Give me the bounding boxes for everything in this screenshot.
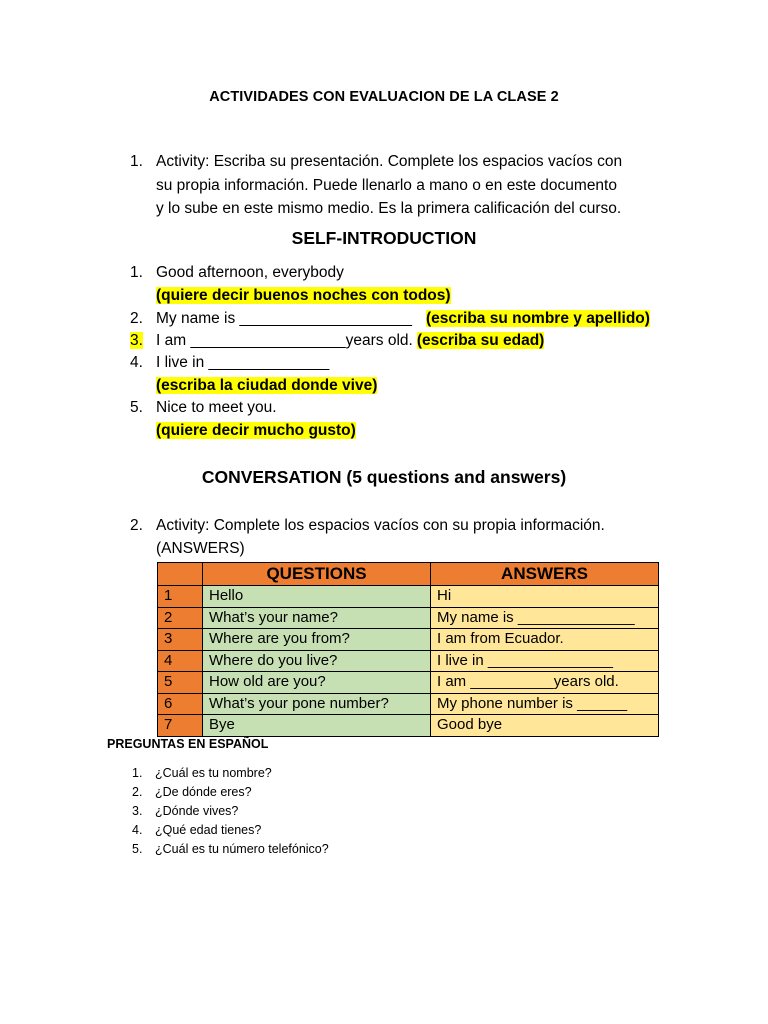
activity-1-line: su propia información. Puede llenarlo a mano o en este documento (156, 176, 617, 194)
table-row (158, 650, 659, 672)
conversation-heading: CONVERSATION (5 questions and answers) (201, 467, 567, 487)
activity-1-text (156, 150, 656, 221)
item-number: 5. (130, 399, 143, 416)
item-text: ¿De dónde eres? (155, 785, 252, 799)
header-number-cell (158, 563, 203, 586)
answer-cell[interactable]: I live in _______________ (431, 650, 659, 672)
answer-cell[interactable]: Good bye (431, 715, 659, 737)
item-text: My name is ____________________ (156, 310, 412, 327)
activity-1-number: 1. (130, 153, 143, 170)
spanish-question-item (132, 840, 329, 859)
table-row (158, 715, 659, 737)
question-cell: What’s your pone number? (203, 693, 431, 715)
question-cell: Hello (203, 586, 431, 608)
item-text: I live in ______________ (156, 354, 330, 371)
activity-2-number: 2. (130, 517, 143, 534)
table-row (158, 693, 659, 715)
spanish-question-item (132, 783, 252, 802)
item-number: 2. (132, 785, 143, 799)
self-introduction-heading: SELF-INTRODUCTION (291, 228, 477, 248)
item-text: ¿Qué edad tienes? (155, 823, 262, 837)
item-text: Good afternoon, everybody (156, 264, 344, 281)
table-row (158, 629, 659, 651)
table-row (158, 586, 659, 608)
row-number: 6 (158, 693, 203, 715)
spanish-question-item (132, 821, 261, 840)
item-number: 4. (132, 823, 143, 837)
item-number: 3. (132, 804, 143, 818)
highlighted-note: (escriba su edad) (416, 332, 545, 349)
item-text: ¿Cuál es tu número telefónico? (155, 842, 329, 856)
item-number: 1. (132, 766, 143, 780)
question-cell: Where do you live? (203, 650, 431, 672)
activity-1-line: y lo sube en este mismo medio. Es la primera calificación del curso. (156, 200, 622, 217)
self-intro-item-1-note (156, 285, 451, 307)
row-number: 5 (158, 672, 203, 694)
table-header-row (158, 563, 659, 586)
table-row (158, 672, 659, 694)
activity-1-line: Activity: Escriba su presentación. Complete los espacios vacíos con (156, 153, 623, 170)
self-intro-item-5 (130, 397, 277, 419)
self-intro-item-1 (130, 262, 344, 284)
question-cell: How old are you? (203, 672, 431, 694)
row-number: 7 (158, 715, 203, 737)
question-cell: Bye (203, 715, 431, 737)
item-text: I am __________________years old. (156, 332, 413, 349)
table-row (158, 607, 659, 629)
answer-cell[interactable]: My phone number is ______ (431, 693, 659, 715)
item-text: ¿Cuál es tu nombre? (155, 766, 272, 780)
answer-cell[interactable]: Hi (431, 586, 659, 608)
row-number: 4 (158, 650, 203, 672)
header-questions: QUESTIONS (203, 563, 431, 586)
item-number: 1. (130, 264, 143, 281)
highlighted-note: (quiere decir buenos noches con todos) (156, 287, 451, 304)
self-intro-item-2 (130, 308, 650, 330)
self-intro-item-4 (130, 352, 329, 374)
item-number: 3. (130, 332, 143, 349)
highlighted-note: (escriba su nombre y apellido) (425, 310, 650, 327)
document-title: ACTIVIDADES CON EVALUACION DE LA CLASE 2 (209, 89, 559, 105)
row-number: 3 (158, 629, 203, 651)
item-number: 2. (130, 310, 143, 327)
spanish-question-item (132, 764, 272, 783)
row-number: 1 (158, 586, 203, 608)
question-cell: Where are you from? (203, 629, 431, 651)
item-number: 5. (132, 842, 143, 856)
self-intro-item-4-note (156, 375, 377, 397)
activity-2-answers-label: (ANSWERS) (156, 540, 245, 557)
highlighted-note: (quiere decir mucho gusto) (156, 422, 356, 439)
spanish-questions-heading: PREGUNTAS EN ESPAÑOL (107, 737, 269, 751)
answer-cell[interactable]: I am __________years old. (431, 672, 659, 694)
activity-1 (130, 150, 670, 221)
questions-answers-table (157, 562, 659, 737)
spanish-question-item (132, 802, 238, 821)
activity-2-text: Activity: Complete los espacios vacíos con su propia información. (156, 517, 605, 534)
answer-cell[interactable]: I am from Ecuador. (431, 629, 659, 651)
highlighted-note: (escriba la ciudad donde vive) (156, 377, 378, 394)
header-answers: ANSWERS (431, 563, 659, 586)
question-cell: What’s your name? (203, 607, 431, 629)
item-number: 4. (130, 354, 143, 371)
self-intro-item-5-note (156, 420, 356, 442)
activity-2 (130, 515, 605, 537)
item-text: ¿Dónde vives? (155, 804, 239, 818)
answer-cell[interactable]: My name is ______________ (431, 607, 659, 629)
row-number: 2 (158, 607, 203, 629)
item-text: Nice to meet you. (156, 399, 277, 416)
self-intro-item-3 (130, 330, 544, 352)
